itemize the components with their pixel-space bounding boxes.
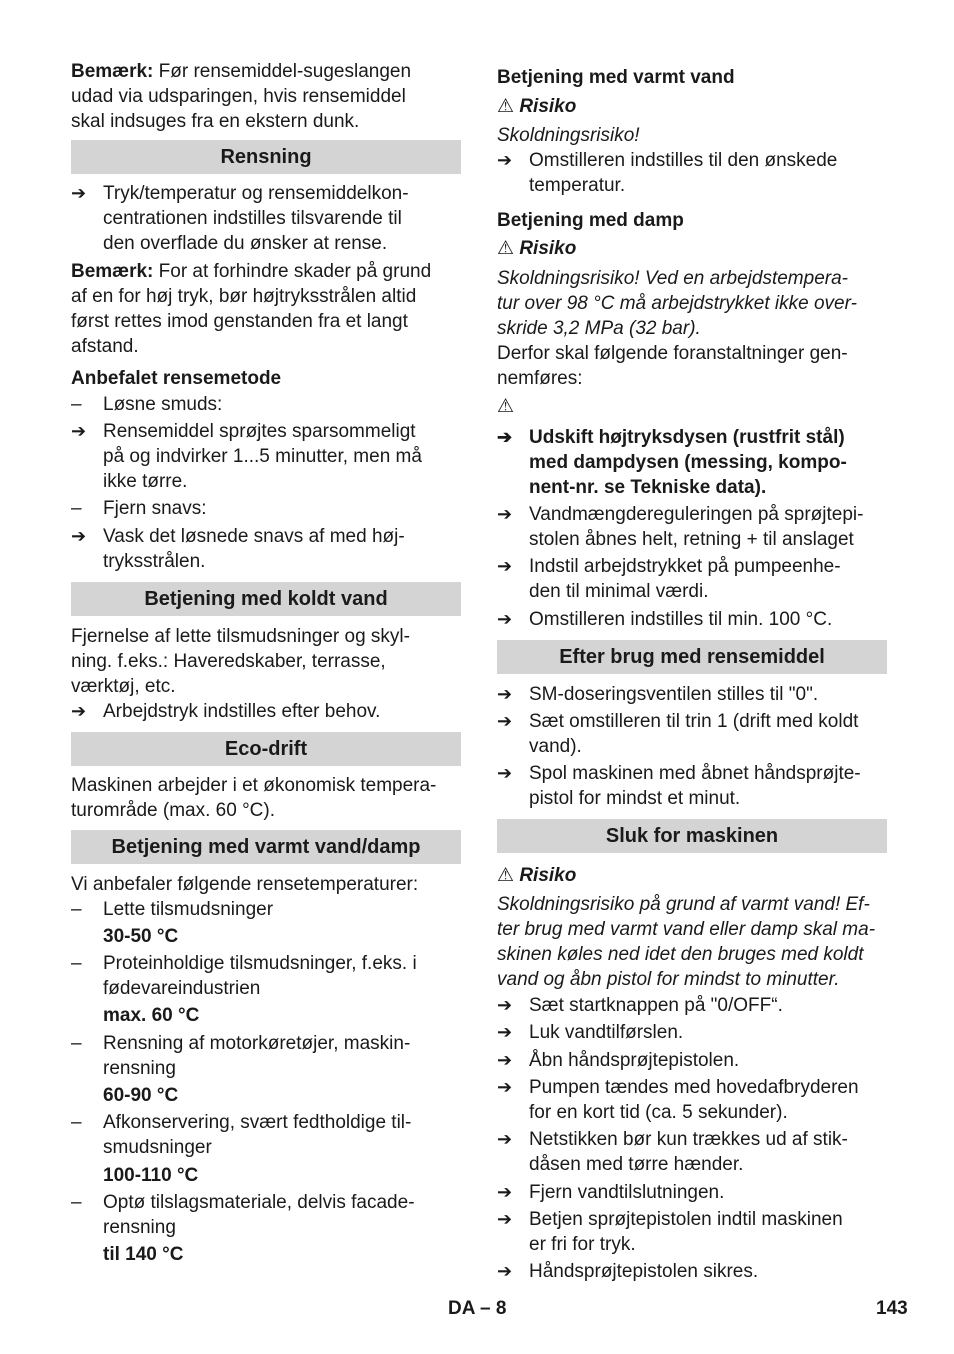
list-item: ➔ Arbejdstryk indstilles efter behov. [71, 701, 381, 722]
heading-eco: Eco-drift [71, 732, 461, 766]
list-item: ➔ Sæt startknappen på "0/OFF“. [497, 995, 783, 1016]
right-arrow-icon: ➔ [497, 504, 513, 524]
warning-triangle-icon: ⚠ [497, 396, 515, 417]
list-item: – Fjern snavs: [71, 498, 207, 519]
dash-bullet: – [71, 1112, 82, 1133]
right-arrow-icon: ➔ [71, 526, 87, 546]
dash-bullet: – [71, 1192, 82, 1213]
heading-turn-off: Sluk for maskinen [497, 819, 887, 853]
eco-text: Maskinen arbejder i et økonomisk tempera- turområde (max. 60 °C). [71, 775, 437, 821]
warning-triangle-icon: ⚠ [497, 96, 515, 117]
list-item: ➔ Håndsprøjtepistolen sikres. [497, 1261, 759, 1282]
list-item: ➔ Tryk/temperatur og rensemiddelkon- centrationen indstilles tilsvarende til den overflade du ønsker at rense. [71, 183, 409, 254]
list-item: ➔ Sæt omstilleren til trin 1 (drift med koldt vand). [497, 711, 859, 757]
dash-bullet: – [71, 394, 82, 415]
right-arrow-icon: ➔ [497, 427, 513, 447]
temperature-value: 100-110 °C [103, 1165, 199, 1186]
list-item: – Afkonservering, svært fedtholdige til- smudsninger [71, 1112, 412, 1158]
temperature-value: 60-90 °C [103, 1085, 179, 1106]
note-suction-hose: Bemærk: Før rensemiddel-sugeslangen udad via udsparingen, hvis rensemiddel skal indsuges fra en ekstern dunk. [71, 61, 412, 132]
list-item: – Optø tilslagsmateriale, delvis facade- rensning [71, 1192, 415, 1238]
right-arrow-icon: ➔ [497, 1129, 513, 1149]
list-item: ➔ Udskift højtryksdysen (rustfrit stål) med dampdysen (messing, kompo- nent-nr. se Tekniske data). [497, 427, 847, 498]
right-arrow-icon: ➔ [497, 1209, 513, 1229]
list-item: ➔ Netstikken bør kun trækkes ud af stik- dåsen med tørre hænder. [497, 1129, 848, 1175]
dash-bullet: – [71, 899, 82, 920]
footer-section: DA – 8 [448, 1298, 507, 1319]
cold-water-text: Fjernelse af lette tilsmudsninger og skyl- ning. f.eks.: Haveredskaber, terrasse, værktøj, etc. [71, 626, 410, 697]
dash-bullet: – [71, 498, 82, 519]
list-item: – Lette tilsmudsninger [71, 899, 274, 920]
right-arrow-icon: ➔ [497, 995, 513, 1015]
right-arrow-icon: ➔ [497, 609, 513, 629]
list-item: ➔ Rensemiddel sprøjtes sparsommeligt på og indvirker 1...5 minutter, men må ikke tørre. [71, 421, 422, 492]
dash-bullet: – [71, 1033, 82, 1054]
right-arrow-icon: ➔ [71, 421, 87, 441]
right-arrow-icon: ➔ [497, 150, 513, 170]
list-item: – Rensning af motorkøretøjer, maskin- rensning [71, 1033, 411, 1079]
temperature-value: max. 60 °C [103, 1005, 200, 1026]
heading-after-use: Efter brug med rensemiddel [497, 640, 887, 674]
right-arrow-icon: ➔ [497, 1050, 513, 1070]
list-item: ➔ Indstil arbejdstrykket på pumpeenhe- den til minimal værdi. [497, 556, 841, 602]
heading-cold-water: Betjening med koldt vand [71, 582, 461, 616]
steam-intro: Derfor skal følgende foranstaltninger gen- nemføres: [497, 343, 848, 389]
warning-triangle-icon: ⚠ [497, 238, 515, 259]
list-item: ➔ Pumpen tændes med hovedafbryderen for en kort tid (ca. 5 sekunder). [497, 1077, 859, 1123]
risk-label: ⚠ Risiko [497, 238, 577, 259]
heading-steam: Betjening med damp [497, 210, 684, 231]
list-item: ➔ Fjern vandtilslutningen. [497, 1182, 725, 1203]
list-item: ➔ Åbn håndsprøjtepistolen. [497, 1050, 740, 1071]
list-item: – Proteinholdige tilsmudsninger, f.eks. i fødevareindustrien [71, 953, 417, 999]
note-pressure: Bemærk: For at forhindre skader på grund af en for høj tryk, bør højtryksstrålen altid først rettes imod genstanden fra et langt afstand. [71, 261, 432, 357]
risk-text: Skoldningsrisiko! Ved en arbejdstempera- tur over 98 °C må arbejdstrykket ikke over- skride 3,2 MPa (32 bar). [497, 268, 857, 339]
right-arrow-icon: ➔ [497, 1261, 513, 1281]
right-arrow-icon: ➔ [497, 711, 513, 731]
right-arrow-icon: ➔ [497, 1022, 513, 1042]
list-item: – Løsne smuds: [71, 394, 223, 415]
list-item: ➔ Betjen sprøjtepistolen indtil maskinen er fri for tryk. [497, 1209, 843, 1255]
risk-text: Skoldningsrisiko på grund af varmt vand! Ef- ter brug med varmt vand eller damp skal ma- skinen køles ned idet den bruges med koldt vand og åbn pistol for mindst to minutter. [497, 894, 876, 990]
right-arrow-icon: ➔ [497, 1182, 513, 1202]
list-item: ➔ SM-doseringsventilen stilles til "0". [497, 684, 819, 705]
page-number: 143 [876, 1298, 908, 1319]
risk-label: ⚠ Risiko [497, 865, 577, 886]
right-arrow-icon: ➔ [497, 763, 513, 783]
list-item: ➔ Vask det løsnede snavs af med høj- tryksstrålen. [71, 526, 405, 572]
heading-hot-water: Betjening med varmt vand [497, 67, 735, 88]
list-item: ➔ Spol maskinen med åbnet håndsprøjte- pistol for mindst et minut. [497, 763, 861, 809]
list-item: ➔ Luk vandtilførslen. [497, 1022, 684, 1043]
risk-label: ⚠ Risiko [497, 96, 577, 117]
right-arrow-icon: ➔ [71, 183, 87, 203]
heading-hot-water-steam: Betjening med varmt vand/damp [71, 830, 461, 864]
temperature-value: til 140 °C [103, 1244, 184, 1265]
warning-triangle-icon: ⚠ [497, 865, 515, 886]
hot-intro: Vi anbefaler følgende rensetemperaturer: [71, 874, 419, 895]
temperature-value: 30-50 °C [103, 926, 179, 947]
dash-bullet: – [71, 953, 82, 974]
list-item: ➔ Omstilleren indstilles til den ønskede temperatur. [497, 150, 838, 196]
right-arrow-icon: ➔ [497, 556, 513, 576]
right-arrow-icon: ➔ [71, 701, 87, 721]
right-arrow-icon: ➔ [497, 1077, 513, 1097]
right-arrow-icon: ➔ [497, 684, 513, 704]
risk-text: Skoldningsrisiko! [497, 125, 640, 146]
list-item: ➔ Vandmængdereguleringen på sprøjtepi- stolen åbnes helt, retning + til anslaget [497, 504, 864, 550]
list-item: ➔ Omstilleren indstilles til min. 100 °C. [497, 609, 833, 630]
heading-method: Anbefalet rensemetode [71, 368, 282, 389]
heading-rensning: Rensning [71, 140, 461, 174]
